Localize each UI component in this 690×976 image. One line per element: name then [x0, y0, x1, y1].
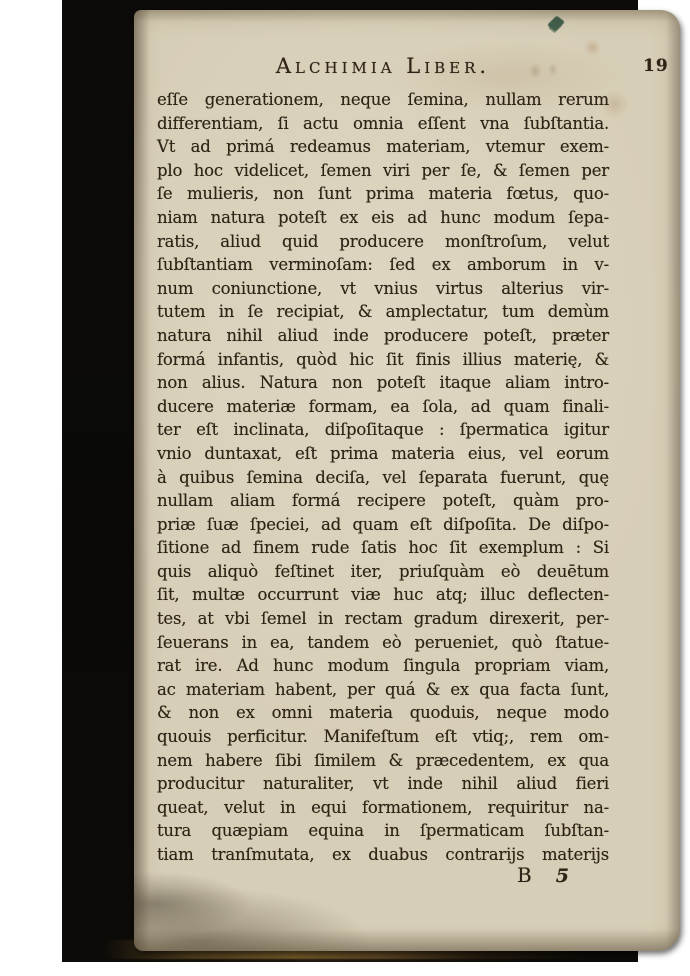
body-text-line: nullam aliam formá recipere poteſt, quàm pro-	[157, 491, 609, 511]
body-text-line: quouis perficitur. Manifeſtum eſt vtiq;, rem om-	[157, 727, 609, 747]
body-text-line: à quibus ſemina deciſa, vel ſeparata fuerunt, quę	[157, 467, 609, 487]
body-text-line: priæ ſuæ ſpeciei, ad quam eſt diſpoſita. De diſpo-	[157, 514, 609, 534]
body-text-line: producitur naturaliter, vt inde nihil aliud fieri	[157, 774, 609, 794]
body-text-line: plo hoc videlicet, ſemen viri per ſe, & ſemen per	[157, 160, 609, 180]
body-text	[157, 88, 609, 867]
running-header	[157, 54, 669, 84]
body-text-line: & non ex omni materia quoduis, neque modo	[157, 703, 609, 723]
book-page	[134, 10, 680, 951]
page-number: 19	[643, 56, 669, 76]
body-text-line: ſit, multæ occurrunt viæ huc atq; illuc deflecten-	[157, 585, 609, 605]
body-text-line: num coniunctione, vt vnius virtus alterius vir-	[157, 278, 609, 298]
body-text-line: ducere materiæ formam, ea ſola, ad quam finali-	[157, 396, 609, 416]
green-ink-mark	[547, 16, 564, 31]
body-text-line: Vt ad primá redeamus materiam, vtemur exem-	[157, 137, 609, 157]
body-text-line: differentiam, ſi actu omnia eſſent vna ſubſtantia.	[157, 113, 609, 133]
body-text-line: ter eſt inclinata, diſpoſitaque : ſpermatica igitur	[157, 420, 609, 440]
body-text-line: ſe mulieris, non ſunt prima materia fœtus, quo-	[157, 184, 609, 204]
body-text-line: ſitione ad finem rude ſatis hoc ſit exemplum : Si	[157, 538, 609, 558]
body-text-line: formá infantis, quòd hic ſit finis illius materię, &	[157, 349, 609, 369]
signature-mark	[517, 863, 657, 889]
body-text-line: tes, at vbi ſemel in rectam gradum direxerit, per-	[157, 609, 609, 629]
body-text-line: tura quæpiam equina in ſpermaticam ſubſtan-	[157, 821, 609, 841]
body-text-line: ſubſtantiam verminoſam: ſed ex amborum in v-	[157, 255, 609, 275]
body-text-line: eſſe generationem, neque ſemina, nullam rerum	[157, 90, 609, 109]
body-text-line: vnio duntaxat, eſt prima materia eius, vel eorum	[157, 443, 609, 463]
body-text-line: ac materiam habent, per quá & ex qua facta ſunt,	[157, 679, 609, 699]
body-text-line: non alius. Natura non poteſt itaque aliam intro-	[157, 373, 609, 393]
book-photo	[62, 0, 669, 962]
body-text-line: quis aliquò feſtinet iter, priuſquàm eò deuētum	[157, 561, 609, 581]
body-text-line: queat, velut in equi formationem, requiritur na-	[157, 797, 609, 817]
header-title: Alchimia Liber.	[275, 54, 491, 78]
body-text-line: niam natura poteſt ex eis ad hunc modum ſepa-	[157, 207, 609, 227]
body-text-line: ratis, aliud quid producere monſtroſum, velut	[157, 231, 609, 251]
signature-numeral: 5	[555, 865, 569, 887]
body-text-line: ſeuerans in ea, tandem eò perueniet, quò ſtatue-	[157, 632, 609, 652]
signature-letter: B	[517, 863, 532, 887]
body-text-line: natura nihil aliud inde producere poteſt, præter	[157, 325, 609, 345]
body-text-line: tutem in ſe recipiat, & amplectatur, tum demùm	[157, 302, 609, 322]
body-text-line: tiam tranſmutata, ex duabus contrarijs materijs	[157, 845, 609, 864]
body-text-line: nem habere ſibi ſimilem & præcedentem, ex qua	[157, 750, 609, 770]
body-text-line: rat ire. Ad hunc modum ſingula propriam viam,	[157, 656, 609, 676]
